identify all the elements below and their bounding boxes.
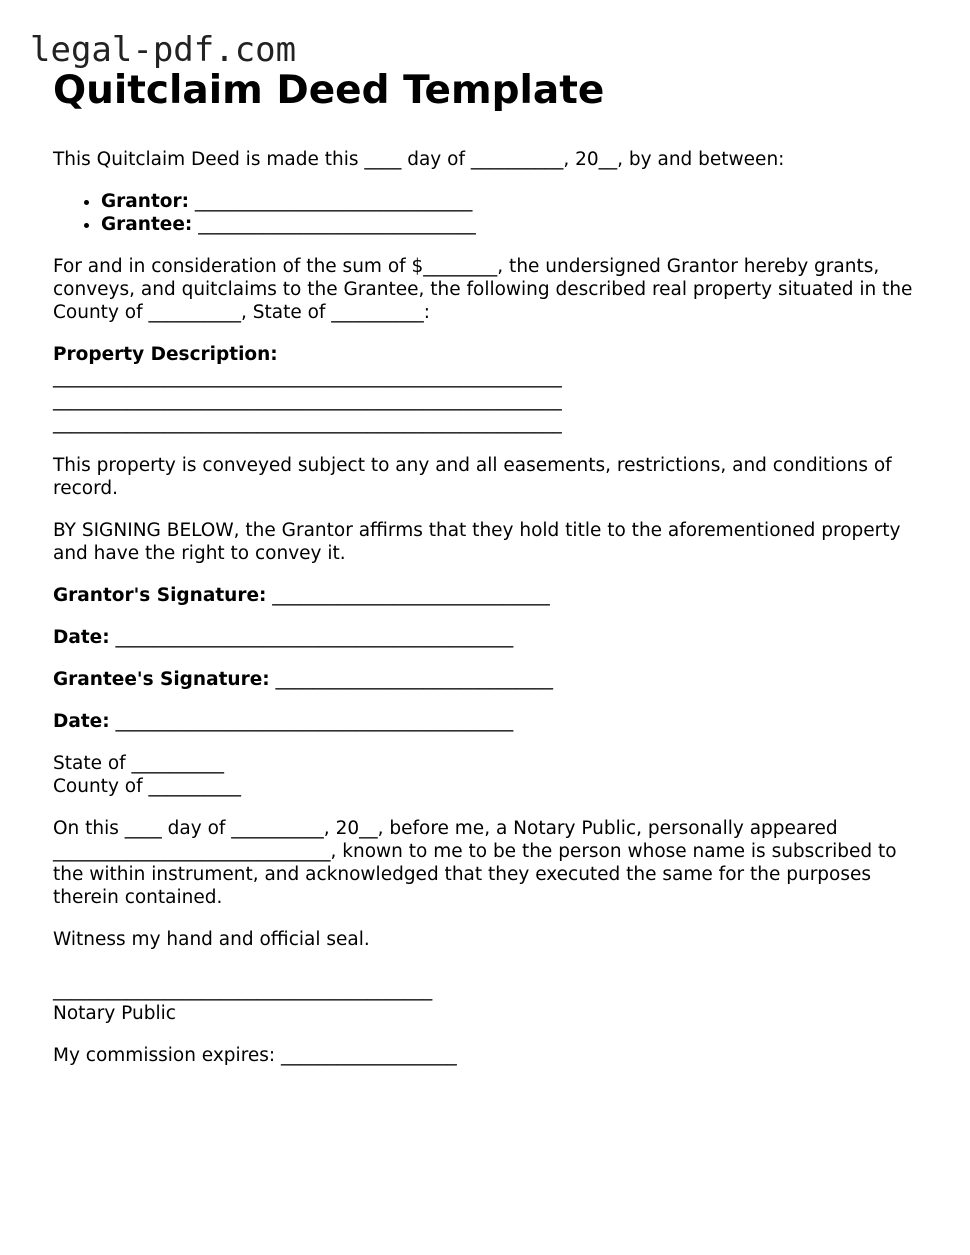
parties-list bbox=[53, 190, 928, 236]
grantee-signature-label: Grantee's Signature: bbox=[53, 669, 270, 690]
page-title: Quitclaim Deed Template bbox=[53, 68, 605, 113]
grantor-signature-blank: ______________________________ bbox=[266, 585, 550, 606]
document-page bbox=[53, 66, 928, 1067]
property-description-section bbox=[53, 343, 928, 435]
grantor-signature-line bbox=[53, 584, 928, 607]
property-description-label: Property Description: bbox=[53, 344, 278, 365]
venue-state: State of __________ bbox=[53, 753, 225, 774]
property-description-line-1: _______________________________________________________ bbox=[53, 367, 562, 388]
affirmation-paragraph: BY SIGNING BELOW, the Grantor affirms that they hold title to the aforementioned property and have the right to convey it. bbox=[53, 520, 901, 564]
intro-paragraph: This Quitclaim Deed is made this ____ day of __________, 20__, by and between: bbox=[53, 149, 785, 170]
grantor-blank: ______________________________ bbox=[189, 191, 473, 212]
venue-county: County of __________ bbox=[53, 776, 241, 797]
grantor-date-blank: ___________________________________________ bbox=[109, 627, 514, 648]
grantee-date-blank: ___________________________________________ bbox=[109, 711, 514, 732]
grantee-signature-blank: ______________________________ bbox=[269, 669, 554, 690]
property-description-line-2: _______________________________________________________ bbox=[53, 390, 562, 411]
subject-to-paragraph: This property is conveyed subject to any and all easements, restrictions, and conditions of record. bbox=[53, 455, 892, 499]
commission-expires-line: My commission expires: ___________________ bbox=[53, 1045, 457, 1066]
witness-paragraph: Witness my hand and official seal. bbox=[53, 929, 370, 950]
grantee-date-line bbox=[53, 710, 928, 733]
grantor-date-line bbox=[53, 626, 928, 649]
grantee-date-label: Date: bbox=[53, 711, 110, 732]
grantee-blank: ______________________________ bbox=[192, 214, 476, 235]
notary-public-label: Notary Public bbox=[53, 1003, 176, 1024]
notary-signature-section bbox=[53, 979, 928, 1025]
property-description-line-3: _______________________________________________________ bbox=[53, 413, 562, 434]
grantor-date-label: Date: bbox=[53, 627, 110, 648]
grantor-label: Grantor: bbox=[101, 191, 190, 212]
notary-signature-line: _________________________________________ bbox=[53, 980, 433, 1001]
list-item-grantor bbox=[101, 190, 928, 213]
grantor-signature-label: Grantor's Signature: bbox=[53, 585, 267, 606]
grantee-signature-line bbox=[53, 668, 928, 691]
watermark-logo: legal-pdf.com bbox=[30, 30, 297, 70]
venue-section bbox=[53, 752, 928, 798]
grantee-label: Grantee: bbox=[101, 214, 193, 235]
list-item-grantee bbox=[101, 213, 928, 236]
notary-acknowledgment-paragraph: On this ____ day of __________, 20__, before me, a Notary Public, personally appeared ______________________________, known to me to be the person whose name is subscribed to the within instrument, and acknowledged that they executed the same for the purposes therein contained. bbox=[53, 818, 897, 908]
consideration-paragraph: For and in consideration of the sum of $________, the undersigned Grantor hereby grants, conveys, and quitclaims to the Grantee, the following described real property situated in the County of __________, State of __________: bbox=[53, 256, 913, 323]
